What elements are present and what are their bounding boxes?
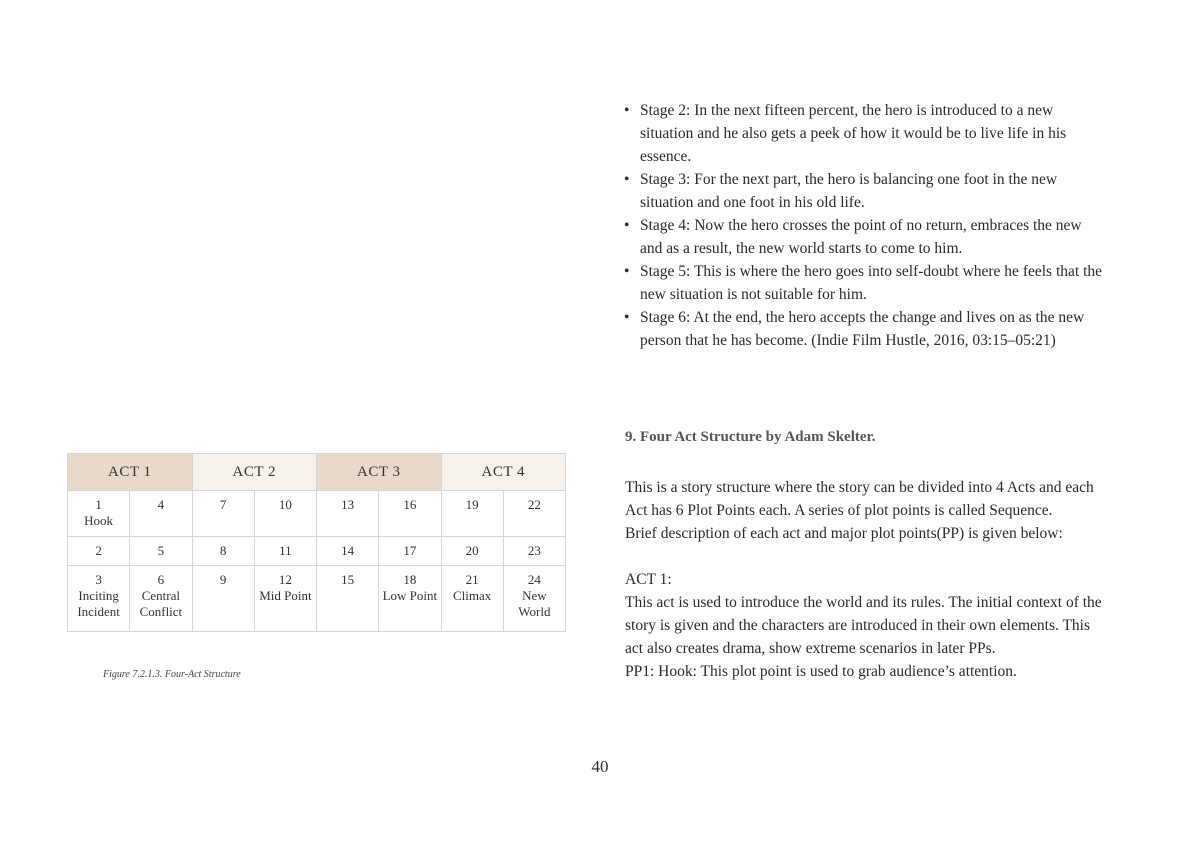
plot-point-cell [379, 491, 441, 537]
stage-text: Stage 2: In the next fifteen percent, the hero is introduced to a new situation and he also gets a peek of how it would be to live life in his essence. [640, 102, 1067, 165]
plot-point-number: 19 [465, 497, 479, 512]
plot-point-number: 9 [219, 572, 227, 587]
plot-point-number: 4 [157, 497, 165, 512]
bullet-icon: • [624, 309, 630, 326]
section-heading: 9. Four Act Structure by Adam Skelter. [625, 429, 876, 445]
plot-point-cell [503, 491, 565, 537]
act-1-paragraph: This act is used to introduce the world and its rules. The initial context of the story is given and the characters are introduced in their own elements. This act also creates drama, show extreme scenarios in later PPs. [625, 594, 1102, 657]
plot-point-number: 3 [95, 572, 102, 587]
stage-text: Stage 6: At the end, the hero accepts the change and lives on as the new person that he has become. (Indie Film Hustle, 2016, 03:15–05:21) [640, 309, 1085, 349]
plot-point-number: 10 [278, 497, 292, 512]
plot-point-cell [317, 537, 379, 566]
plot-point-label: Mid Point [259, 588, 312, 603]
plot-point-label: New World [518, 588, 551, 619]
plot-point-label: Inciting Incident [77, 588, 120, 619]
plot-point-cell [441, 537, 503, 566]
plot-point-cell [254, 491, 316, 537]
act-1-heading: ACT 1: [625, 571, 672, 588]
plot-point-cell [192, 491, 254, 537]
plot-point-number: 18 [403, 572, 417, 587]
plot-point-cell [130, 537, 192, 566]
plot-point-cell [192, 537, 254, 566]
plot-point-cell [317, 491, 379, 537]
plot-point-label: Low Point [382, 588, 438, 603]
plot-point-cell [68, 537, 130, 566]
plot-point-number: 1 [95, 497, 102, 512]
stage-item [624, 260, 1104, 306]
bullet-icon: • [624, 171, 630, 188]
table-row [68, 537, 566, 566]
page-number: 40 [591, 757, 609, 776]
plot-point-label: Climax [452, 588, 492, 603]
act-3-header: ACT 3 [317, 454, 442, 491]
table-row [68, 491, 566, 537]
body-text [625, 476, 1105, 683]
plot-point-cell [503, 566, 565, 632]
plot-point-cell [379, 537, 441, 566]
plot-point-cell [68, 491, 130, 537]
plot-point-cell [441, 491, 503, 537]
stage-text: Stage 5: This is where the hero goes into self-doubt where he feels that the new situation is not suitable for him. [640, 263, 1103, 303]
table-header-row [68, 454, 566, 491]
act-2-header: ACT 2 [192, 454, 317, 491]
figure-caption: Figure 7.2.1.3. Four-Act Structure [103, 669, 241, 680]
plot-point-cell [317, 566, 379, 632]
plot-point-number: 15 [341, 572, 355, 587]
plot-point-cell [192, 566, 254, 632]
plot-point-number: 8 [219, 543, 227, 558]
bullet-icon: • [624, 263, 630, 280]
plot-point-cell [68, 566, 130, 632]
plot-point-cell [441, 566, 503, 632]
stage-item [624, 99, 1104, 168]
plot-point-number: 23 [527, 543, 541, 558]
plot-point-number: 21 [465, 572, 479, 587]
plot-point-number: 2 [95, 543, 102, 558]
stage-text: Stage 4: Now the hero crosses the point of no return, embraces the new and as a result, the new world starts to come to him. [640, 217, 1082, 257]
plot-point-cell [254, 537, 316, 566]
act-1-header: ACT 1 [68, 454, 193, 491]
four-act-structure-table [67, 453, 566, 632]
plot-point-number: 12 [278, 572, 292, 587]
plot-point-number: 16 [403, 497, 417, 512]
stage-list [624, 99, 1104, 352]
plot-point-cell [130, 566, 192, 632]
stage-item [624, 214, 1104, 260]
pp1-paragraph: PP1: Hook: This plot point is used to grab audience’s attention. [625, 663, 1017, 680]
plot-point-number: 24 [527, 572, 541, 587]
stage-item [624, 168, 1104, 214]
table-body [68, 491, 566, 632]
intro-paragraph: This is a story structure where the story can be divided into 4 Acts and each Act has 6 Plot Points each. A series of plot points is called Sequence. [625, 479, 1094, 519]
act-4-header: ACT 4 [441, 454, 566, 491]
bullet-icon: • [624, 102, 630, 119]
plot-point-cell [379, 566, 441, 632]
brief-paragraph: Brief description of each act and major plot points(PP) is given below: [625, 525, 1063, 542]
plot-point-number: 17 [403, 543, 417, 558]
plot-point-number: 5 [157, 543, 165, 558]
plot-point-number: 13 [341, 497, 355, 512]
table-row [68, 566, 566, 632]
bullet-icon: • [624, 217, 630, 234]
plot-point-cell [130, 491, 192, 537]
plot-point-cell [503, 537, 565, 566]
stage-text: Stage 3: For the next part, the hero is balancing one foot in the new situation and one foot in his old life. [640, 171, 1058, 211]
plot-point-number: 11 [279, 543, 292, 558]
plot-point-label: Hook [84, 513, 114, 528]
plot-point-cell [254, 566, 316, 632]
plot-point-number: 6 [157, 572, 165, 587]
stage-item [624, 306, 1104, 352]
plot-point-label: Central Conflict [139, 588, 183, 619]
plot-point-number: 14 [341, 543, 355, 558]
plot-point-number: 22 [527, 497, 541, 512]
plot-point-number: 20 [465, 543, 479, 558]
plot-point-number: 7 [219, 497, 227, 512]
